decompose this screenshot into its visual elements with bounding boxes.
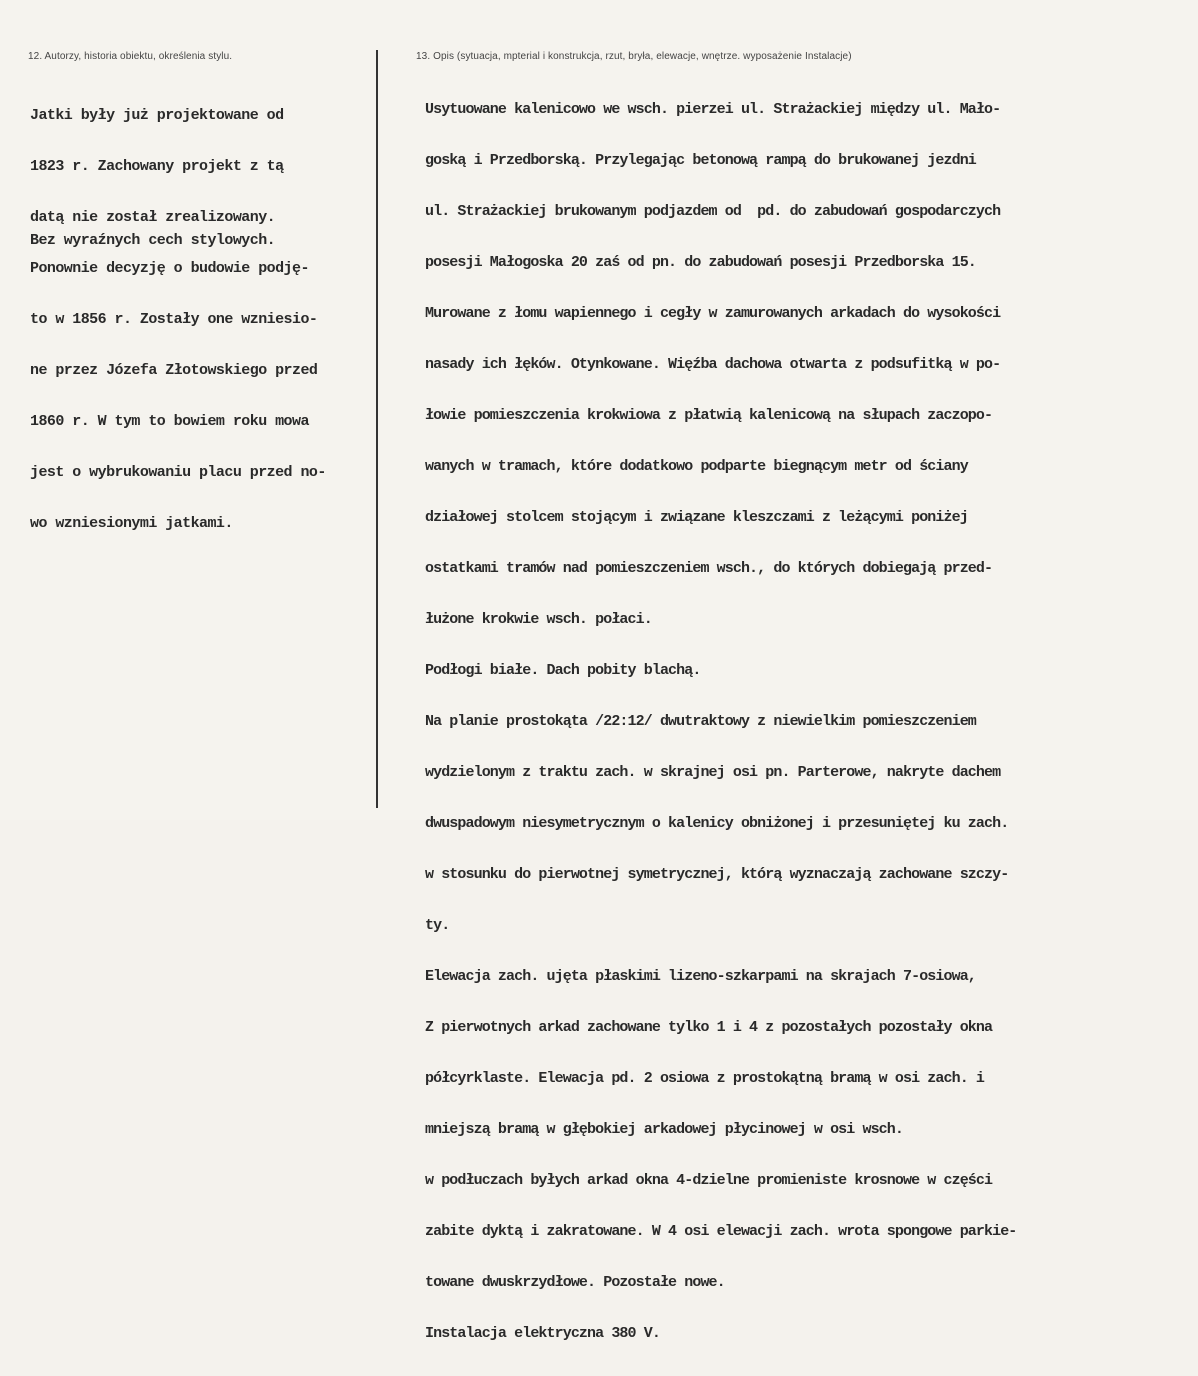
description-line: ostatkami tramów nad pomieszczeniem wsch., do których dobiegają przed- <box>425 560 993 577</box>
history-text <box>30 73 326 566</box>
description-line: łowie pomieszczenia krokwiowa z płatwią kalenicową na słupach zaczopo- <box>425 407 993 424</box>
description-line: zabite dyktą i zakratowane. W 4 osi elewacji zach. wrota spongowe parkie- <box>425 1223 1017 1240</box>
description-line: ul. Strażackiej brukowanym podjazdem od pd. do zabudowań gospodarczych <box>425 203 1001 220</box>
history-line: ne przez Józefa Złotowskiego przed <box>30 362 318 379</box>
description-text <box>425 67 1016 1376</box>
history-line: to w 1856 r. Zostały one wzniesio- <box>30 311 318 328</box>
description-line: łużone krokwie wsch. połaci. <box>425 611 652 628</box>
style-note: Bez wyraźnych cech stylowych. <box>30 232 276 249</box>
section-13-header: 13. Opis (sytuacja, mpterial i konstrukcja, rzut, bryła, elewacje, wnętrze. wyposażenie Instalacje) <box>416 51 852 62</box>
history-line: 1823 r. Zachowany projekt z tą <box>30 158 284 175</box>
description-line: goską i Przedborską. Przylegając betonową rampą do brukowanej jezdni <box>425 152 976 169</box>
description-line: w podłuczach byłych arkad okna 4-dzielne promieniste krosnowe w części <box>425 1172 993 1189</box>
description-line: Podłogi białe. Dach pobity blachą. <box>425 662 701 679</box>
description-line: półcyrklaste. Elewacja pd. 2 osiowa z prostokątną bramą w osi zach. i <box>425 1070 985 1087</box>
description-line: Instalacja elektryczna 380 V. <box>425 1325 660 1342</box>
description-line: dwuspadowym niesymetrycznym o kalenicy obniżonej i przesuniętej ku zach. <box>425 815 1009 832</box>
description-line: ty. <box>425 917 450 934</box>
history-line: jest o wybrukowaniu placu przed no- <box>30 464 326 481</box>
column-divider <box>376 50 378 808</box>
history-line: wo wzniesionymi jatkami. <box>30 515 233 532</box>
description-line: nasady ich łęków. Otynkowane. Więźba dachowa otwarta z podsufitką w po- <box>425 356 1001 373</box>
description-line: Na planie prostokąta /22:12/ dwutraktowy z niewielkim pomieszczeniem <box>425 713 976 730</box>
history-line: 1860 r. W tym to bowiem roku mowa <box>30 413 309 430</box>
description-line: mniejszą bramą w głębokiej arkadowej płycinowej w osi wsch. <box>425 1121 903 1138</box>
description-line: towane dwuskrzydłowe. Pozostałe nowe. <box>425 1274 725 1291</box>
description-line: posesji Małogoska 20 zaś od pn. do zabudowań posesji Przedborska 15. <box>425 254 976 271</box>
history-line: Jatki były już projektowane od <box>30 107 284 124</box>
description-line: Murowane z łomu wapiennego i cegły w zamurowanych arkadach do wysokości <box>425 305 1001 322</box>
history-line: datą nie został zrealizowany. <box>30 209 276 226</box>
history-line: Ponownie decyzję o budowie podję- <box>30 260 309 277</box>
description-line: Usytuowane kalenicowo we wsch. pierzei ul. Strażackiej między ul. Mało- <box>425 101 1001 118</box>
description-line: wydzielonym z traktu zach. w skrajnej osi pn. Parterowe, nakryte dachem <box>425 764 1001 781</box>
section-12-header: 12. Autorzy, historia obiektu, określenia stylu. <box>28 51 233 62</box>
description-line: w stosunku do pierwotnej symetrycznej, którą wyznaczają zachowane szczy- <box>425 866 1009 883</box>
description-line: Z pierwotnych arkad zachowane tylko 1 i 4 z pozostałych pozostały okna <box>425 1019 993 1036</box>
description-line: wanych w tramach, które dodatkowo podparte biegnącym metr od ściany <box>425 458 968 475</box>
description-line: działowej stolcem stojącym i związane kleszczami z leżącymi poniżej <box>425 509 968 526</box>
description-line: Elewacja zach. ujęta płaskimi lizeno-szkarpami na skrajach 7-osiowa, <box>425 968 976 985</box>
